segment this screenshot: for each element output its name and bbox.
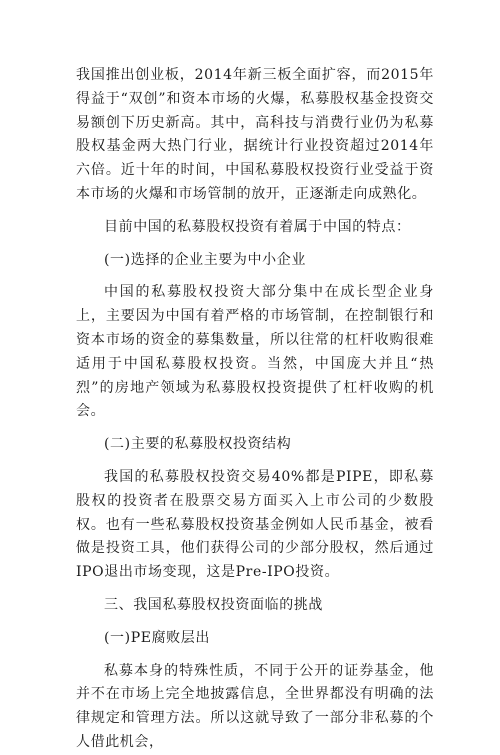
paragraph-sme: 中国的私募股权投资大部分集中在成长型企业身上，主要因为中国有着严格的市场管制，在控制银行和资本市场的资金的募集数量，所以往常的杠杆收购很难适用于中国私募股权投资。当然，中国庞大并且“热烈”的房地产领域为私募股权投资提供了杠杆收购的机会。 (76, 284, 434, 420)
paragraph-gap (76, 240, 434, 249)
paragraph-gap (76, 207, 434, 216)
section-heading-structure: (二)主要的私募股权投资结构 (104, 436, 292, 453)
paragraph-intro: 我国推出创业板，2014年新三板全面扩容，而2015年得益于“双创”和资本市场的火爆，私募股权基金投资交易额创下历史新高。其中，高科技与消费行业仍为私募股权基金两大热门行业，据统计行业投资超过2014年六倍。近十年的时间，中国私募股权投资行业受益于资本市场的火爆和市场管制的放开，正逐渐走向成熟化。 (76, 67, 434, 202)
section-heading-pe-corruption: (一)PE腐败层出 (104, 629, 210, 646)
paragraph-gap (76, 272, 434, 281)
paragraph-pe-corruption: 私募本身的特殊性质，不同于公开的证券基金，他并不在市场上完全地披露信息，全世界都没有明确的法律规定和管理方法。所以这就导致了一部分非私募的个人借此机会， (76, 662, 434, 750)
paragraph-gap (76, 651, 434, 660)
paragraph-gap (76, 457, 434, 466)
paragraph-features-intro: 目前中国的私募股权投资有着属于中国的特点： (104, 218, 411, 235)
paragraph-gap (76, 618, 434, 627)
section-heading-challenges: 三、我国私募股权投资面临的挑战 (104, 596, 323, 613)
section-heading-sme: (一)选择的企业主要为中小企业 (104, 251, 306, 268)
paragraph-gap (76, 585, 434, 594)
paragraph-structure: 我国的私募股权投资交易40%都是PIPE，即私募股权的投资者在股票交易方面买入上市公司的少数股权。也有一些私募股权投资基金例如人民币基金，被看做是投资工具，他们获得公司的少部分股权，然后通过IPO退出市场变现，这是Pre-IPO投资。 (76, 468, 434, 581)
document-page (76, 64, 434, 755)
paragraph-gap (76, 424, 434, 433)
